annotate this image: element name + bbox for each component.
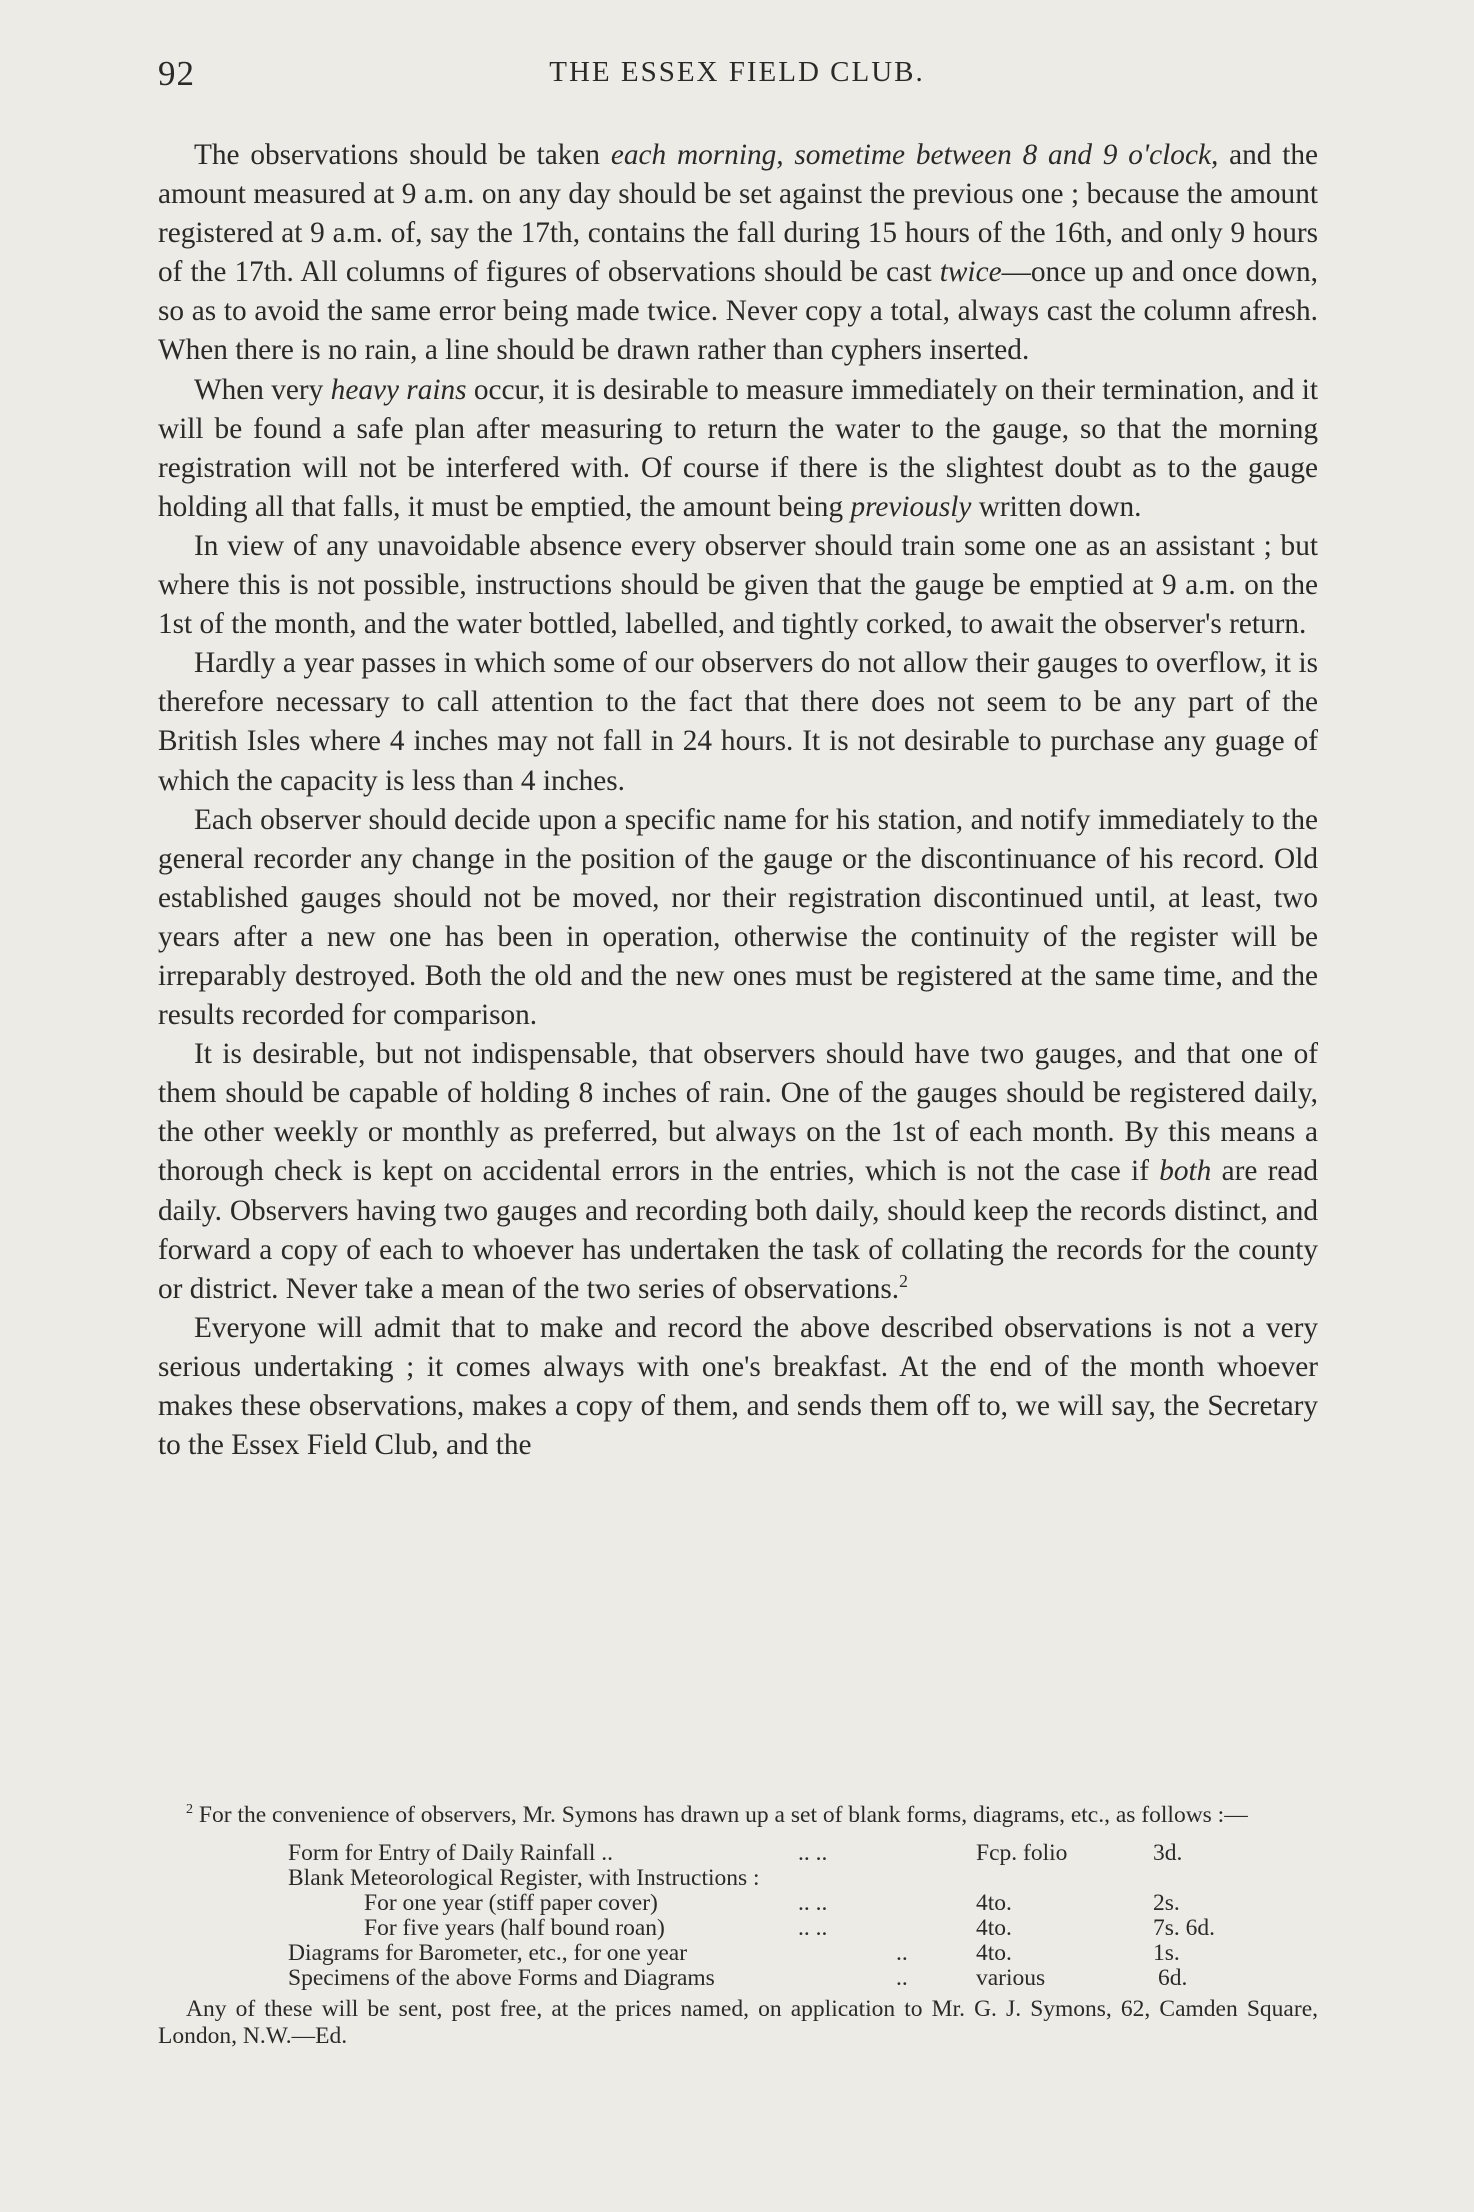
text-run: Hardly a year passes in which some of our observers do not allow their gauges to overflow, it is therefore necessary to call attention to the fact that there does not seem to be any part of the British Isles where 4 inches may not fall in 24 hours. It is not desirable to purchase any guage of which the capacity is less than 4 inches.: [158, 647, 1318, 797]
italic-run: heavy rains: [330, 373, 467, 406]
text-run: are read daily. Observers having two gauges and recording both daily, should keep the records distinct, and forward a copy of each to whoever has undertaken the task of collating the records for the county or district. Never take a mean of the two series of observations.: [158, 1155, 1319, 1305]
italic-run: twice: [939, 256, 1002, 289]
footnote-intro-text: For the convenience of observers, Mr. Symons has drawn up a set of blank forms, diagrams, etc., as follows :—: [198, 1802, 1248, 1828]
price-list-row: [158, 1915, 1318, 1940]
text-run: When very: [194, 373, 331, 406]
item-format: Fcp. folio: [976, 1839, 1068, 1866]
item-format: various: [976, 1964, 1046, 1991]
item-format: 4to.: [976, 1914, 1012, 1941]
item-leader: .. ..: [798, 1839, 828, 1866]
body-text: [158, 136, 1318, 1465]
paragraph: [158, 644, 1318, 800]
page-header: [0, 46, 1474, 96]
text-run: In view of any unavoidable absence every observer should train some one as an assistant ; but where this is not possible, instructions should be given that the gauge be emptied at 9 a.m. on the 1st of the month, and the water bottled, labelled, and tightly corked, to await the observer's return.: [158, 529, 1318, 641]
price-list-row: [158, 1840, 1318, 1865]
price-list-row: [158, 1940, 1318, 1965]
paragraph: [158, 1309, 1318, 1465]
text-run: Everyone will admit that to make and record the above described observations is not a very serious undertaking ; it comes always with one's breakfast. At the end of the month whoever makes these observations, makes a copy of them, and sends them off to, we will say, the Secretary to the Essex Field Club, and the: [158, 1311, 1318, 1462]
item-price: 6d.: [1158, 1964, 1188, 1991]
text-run: Each observer should decide upon a specific name for his station, and notify immediately to the general recorder any change in the position of the gauge or the discontinuance of his record. Old established gauges should not be moved, nor their registration discontinued until, at least, two years after a new one has been in operation, otherwise the continuity of the register will be irreparably destroyed. Both the old and the new ones must be registered at the same time, and the results recorded for comparison.: [158, 803, 1318, 1032]
text-run: and the amount measured at 9 a.m. on any day should be set against the previous one ; because the amount registered at 9 a.m. of, say the 17th, contains the fall during 15 hours of the 16th, and only 9 hours of the 17th. All columns of figures of observations should be cast: [158, 139, 1318, 289]
page-number: 92: [158, 54, 195, 93]
item-description: Specimens of the above Forms and Diagrams: [288, 1964, 715, 1991]
item-description: Blank Meteorological Register, with Instructions :: [288, 1864, 760, 1891]
italic-run: previously: [850, 490, 972, 523]
text-run: It is desirable, but not indispensable, that observers should have two gauges, and that one of them should be capable of holding 8 inches of rain. One of the gauges should be registered daily, the other weekly or monthly as preferred, but always on the 1st of each month. By this means a thorough check is kept on accidental errors in the entries, which is not the case if: [158, 1038, 1318, 1188]
running-head: THE ESSEX FIELD CLUB.: [549, 56, 925, 88]
price-list-row: [158, 1890, 1318, 1915]
item-price: 7s. 6d.: [1153, 1914, 1216, 1941]
item-price: 2s.: [1153, 1889, 1180, 1916]
text-run: written down.: [971, 490, 1142, 523]
price-list-row: [158, 1865, 1318, 1890]
paragraph: [158, 1035, 1318, 1309]
item-format: 4to.: [976, 1939, 1012, 1966]
footnote-ref[interactable]: 2: [899, 1270, 908, 1291]
paragraph: [158, 136, 1318, 371]
item-leader: .. ..: [798, 1914, 828, 1941]
item-leader: ..: [896, 1964, 908, 1991]
price-list-row: [158, 1965, 1318, 1990]
item-leader: ..: [896, 1939, 908, 1966]
item-format: 4to.: [976, 1889, 1012, 1916]
text-run: —once up and once down, so as to avoid the same error being made twice. Never copy a total, always cast the column afresh. When there is no rain, a line should be drawn rather than cyphers inserted.: [158, 256, 1318, 367]
footnote-outro: Any of these will be sent, post free, at the prices named, on application to Mr. G. J. Symons, 62, Camden Square, London, N.W.—Ed.: [158, 1995, 1318, 2049]
footnote-intro: [158, 1802, 1318, 1830]
item-price: 3d.: [1153, 1839, 1183, 1866]
paragraph: [158, 371, 1318, 527]
italic-run: each morning, sometime between 8 and 9 o'clock,: [610, 139, 1219, 171]
paragraph: [158, 801, 1318, 1036]
footnote-marker: 2: [186, 1801, 194, 1818]
text-run: occur, it is desirable to measure immediately on their termination, and it will be found a safe plan after measuring to return the water to the gauge, so that the morning registration will not be interfered with. Of course if there is the slightest doubt as to the gauge holding all that falls, it must be emptied, the amount being: [158, 373, 1318, 523]
text-run: The observations should be taken: [194, 139, 611, 171]
paragraph: [158, 527, 1318, 644]
item-description: Form for Entry of Daily Rainfall ..: [288, 1839, 614, 1866]
item-leader: .. ..: [798, 1889, 828, 1916]
footnote: [158, 1802, 1318, 2051]
italic-run: both: [1159, 1155, 1212, 1188]
item-description: Diagrams for Barometer, etc., for one year: [288, 1939, 688, 1966]
item-description: For five years (half bound roan): [364, 1914, 665, 1941]
forms-price-list: [158, 1840, 1318, 1990]
item-price: 1s.: [1153, 1939, 1180, 1966]
item-description: For one year (stiff paper cover): [364, 1889, 658, 1916]
